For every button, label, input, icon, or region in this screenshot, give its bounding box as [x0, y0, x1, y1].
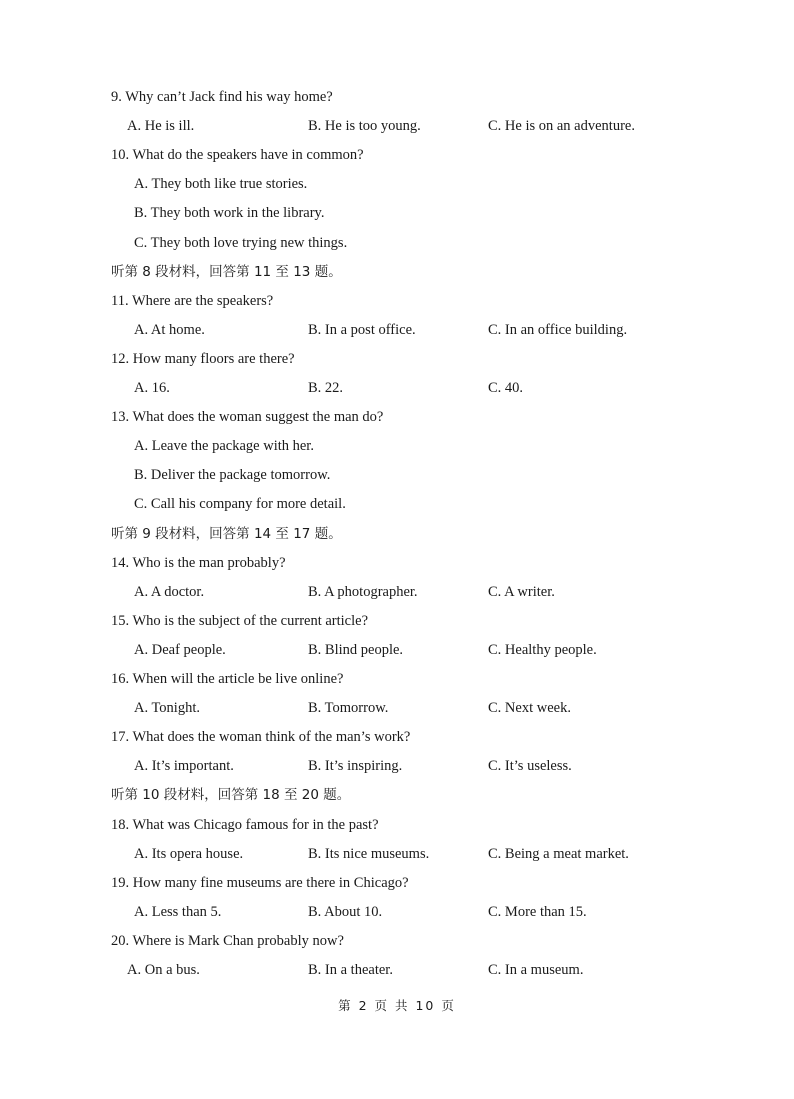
answer-option: A. 16. — [134, 380, 170, 396]
answer-option: C. More than 15. — [488, 903, 587, 920]
section-instruction: 听第 9 段材料，回答第 14 至 17 题。 — [111, 525, 342, 542]
answer-option: A. He is ill. — [127, 118, 195, 135]
answer-option: B. He is too young. — [308, 118, 421, 135]
answer-option: B. They both work in the library. — [134, 205, 325, 222]
answer-option: A. Deaf people. — [134, 641, 226, 658]
question: 15. Who is the subject of the current article? — [111, 612, 369, 629]
page-footer: 第 2 页 共 10 页 — [338, 998, 456, 1013]
answer-option: C. Being a meat market. — [488, 845, 629, 862]
section-instruction: 听第 8 段材料，回答第 11 至 13 题。 — [111, 263, 342, 280]
answer-option: A. Leave the package with her. — [134, 438, 314, 455]
question: 16. When will the article be live online? — [111, 671, 344, 687]
answer-option: B. In a theater. — [308, 962, 393, 978]
answer-option: C. In a museum. — [488, 962, 584, 978]
answer-option: C. 40. — [488, 380, 524, 396]
answer-option: B. Blind people. — [308, 641, 404, 658]
question: 11. Where are the speakers? — [111, 292, 274, 309]
answer-option: B. 22. — [308, 380, 344, 396]
answer-option: C. Next week. — [488, 700, 571, 717]
answer-option: A. Its opera house. — [134, 845, 244, 862]
question: 20. Where is Mark Chan probably now? — [111, 932, 344, 949]
answer-option: C. Healthy people. — [488, 641, 597, 658]
answer-option: A. A doctor. — [134, 583, 205, 600]
question: 10. What do the speakers have in common? — [111, 147, 364, 164]
answer-option: C. It’s useless. — [488, 758, 572, 775]
question: 17. What does the woman think of the man’s work? — [111, 729, 411, 746]
answer-option: C. Call his company for more detail. — [134, 496, 346, 513]
answer-option: C. They both love trying new things. — [134, 234, 348, 251]
answer-option: A. It’s important. — [134, 758, 234, 775]
answer-option: A. Less than 5. — [134, 903, 222, 920]
answer-option: A. On a bus. — [127, 962, 200, 978]
answer-option: B. It’s inspiring. — [308, 758, 403, 775]
answer-option: C. In an office building. — [488, 321, 628, 338]
answer-option: B. Deliver the package tomorrow. — [134, 467, 331, 484]
answer-option: B. In a post office. — [308, 321, 416, 338]
question: 18. What was Chicago famous for in the past? — [111, 816, 379, 833]
answer-option: A. They both like true stories. — [134, 176, 308, 193]
answer-option: B. About 10. — [308, 903, 383, 920]
question: 12. How many floors are there? — [111, 350, 295, 367]
section-instruction: 听第 10 段材料，回答第 18 至 20 题。 — [111, 787, 351, 804]
answer-option: C. He is on an adventure. — [488, 118, 635, 135]
answer-option: C. A writer. — [488, 583, 555, 600]
answer-option: A. Tonight. — [134, 700, 200, 717]
answer-option: A. At home. — [134, 321, 205, 338]
question: 19. How many fine museums are there in Chicago? — [111, 874, 409, 891]
question: 13. What does the woman suggest the man do? — [111, 409, 384, 426]
answer-option: B. Tomorrow. — [308, 700, 389, 717]
question: 14. Who is the man probably? — [111, 554, 286, 571]
answer-option: B. Its nice museums. — [308, 845, 430, 862]
answer-option: B. A photographer. — [308, 583, 418, 600]
question: 9. Why can’t Jack find his way home? — [111, 89, 333, 105]
